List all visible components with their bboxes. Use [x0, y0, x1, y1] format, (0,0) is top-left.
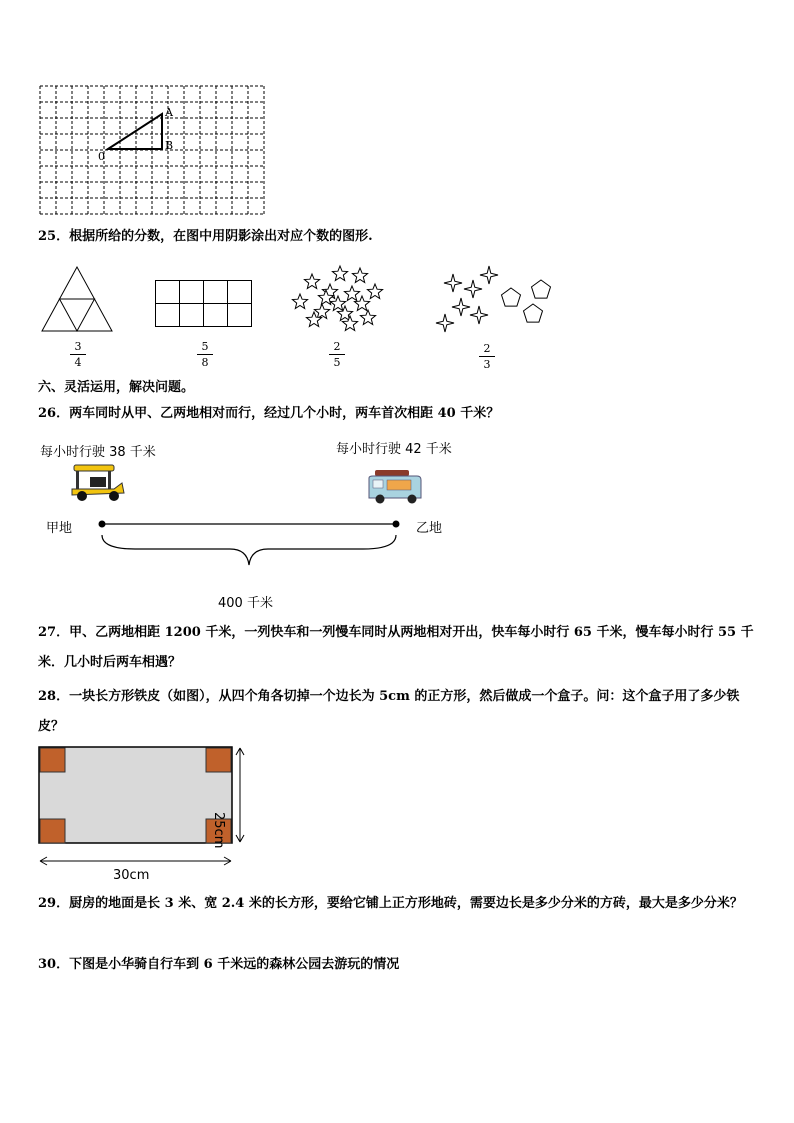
- point-a-label: A: [165, 106, 173, 119]
- triangle-subdivided-figure: [40, 265, 114, 333]
- corner-square-top-right: [206, 748, 231, 772]
- iron-sheet-diagram: [36, 744, 268, 884]
- stars-pentagons-figure: [433, 265, 558, 335]
- corner-square-bottom-left: [40, 819, 65, 843]
- four-point-star-shape: [480, 266, 498, 284]
- fraction-3-4: 3 4: [66, 340, 90, 369]
- corner-square-top-left: [40, 748, 65, 772]
- star-shape: [367, 284, 382, 299]
- place-yi: 乙地: [416, 521, 443, 536]
- grid-triangle-figure: [38, 84, 270, 214]
- fraction-5-8: 5 8: [193, 340, 217, 369]
- question-27: 27．甲、乙两地相距 1200 千米，一列快车和一列慢车同时从两地相对开出，快车每小时行 65 千米，慢车每小时行 55 千米．几小时后两车相遇？: [38, 625, 754, 670]
- star-shape: [332, 266, 347, 281]
- left-speed-label: 每小时行驶 38 千米: [40, 445, 156, 460]
- pentagon-shape: [532, 280, 551, 298]
- endpoint-yi: [393, 521, 400, 528]
- star-shape: [352, 268, 367, 283]
- point-b-label: B: [165, 139, 174, 152]
- question-26: 26．两车同时从甲、乙两地相对而行，经过几个小时，两车首次相距 40 千米？: [38, 406, 500, 421]
- question-25: 25．根据所给的分数，在图中用阴影涂出对应个数的图形.: [38, 229, 373, 244]
- van-icon: [367, 468, 423, 506]
- distance-line-diagram: [95, 515, 405, 585]
- iron-sheet: [39, 747, 232, 843]
- width-label: 30cm: [113, 868, 150, 883]
- star-shape: [330, 296, 345, 311]
- star-shape: [360, 310, 375, 325]
- star-shape: [304, 274, 319, 289]
- fraction-2-3: 2 3: [475, 342, 499, 371]
- star-shape: [314, 304, 329, 319]
- question-30: 30．下图是小华骑自行车到 6 千米远的森林公园去游玩的情况: [38, 957, 400, 972]
- four-point-star-shape: [470, 306, 488, 324]
- four-point-star-shape: [436, 314, 454, 332]
- fraction-2-5: 2 5: [325, 340, 349, 369]
- distance-label: 400 千米: [218, 596, 273, 611]
- height-label: 25cm: [211, 812, 226, 849]
- place-jia: 甲地: [46, 521, 73, 536]
- star-shape: [344, 286, 359, 301]
- question-29: 29．厨房的地面是长 3 米、宽 2.4 米的长方形，要给它铺上正方形地砖，需要边长是多少分米的方砖，最大是多少分米？: [38, 896, 743, 911]
- point-o-label: 0: [98, 150, 105, 163]
- star-shape: [292, 294, 307, 309]
- rectangle-8-cells-figure: [155, 280, 253, 328]
- four-point-star-shape: [464, 280, 482, 298]
- question-28: 28．一块长方形铁皮（如图），从四个角各切掉一个边长为 5cm 的正方形，然后做成一个盒子。问：这个盒子用了多少铁皮？: [38, 689, 740, 734]
- endpoint-jia: [99, 521, 106, 528]
- four-point-star-shape: [452, 298, 470, 316]
- pentagon-shape: [524, 304, 543, 322]
- triangle-oab: [108, 114, 162, 149]
- star-shape: [354, 296, 369, 311]
- distance-brace: [102, 535, 396, 565]
- section-6-title: 六、灵活运用，解决问题。: [38, 380, 195, 395]
- tuk-tuk-icon: [70, 463, 126, 503]
- stars-figure: [290, 262, 390, 337]
- pentagon-shape: [502, 288, 521, 306]
- four-point-star-shape: [444, 274, 462, 292]
- right-speed-label: 每小时行驶 42 千米: [336, 442, 452, 457]
